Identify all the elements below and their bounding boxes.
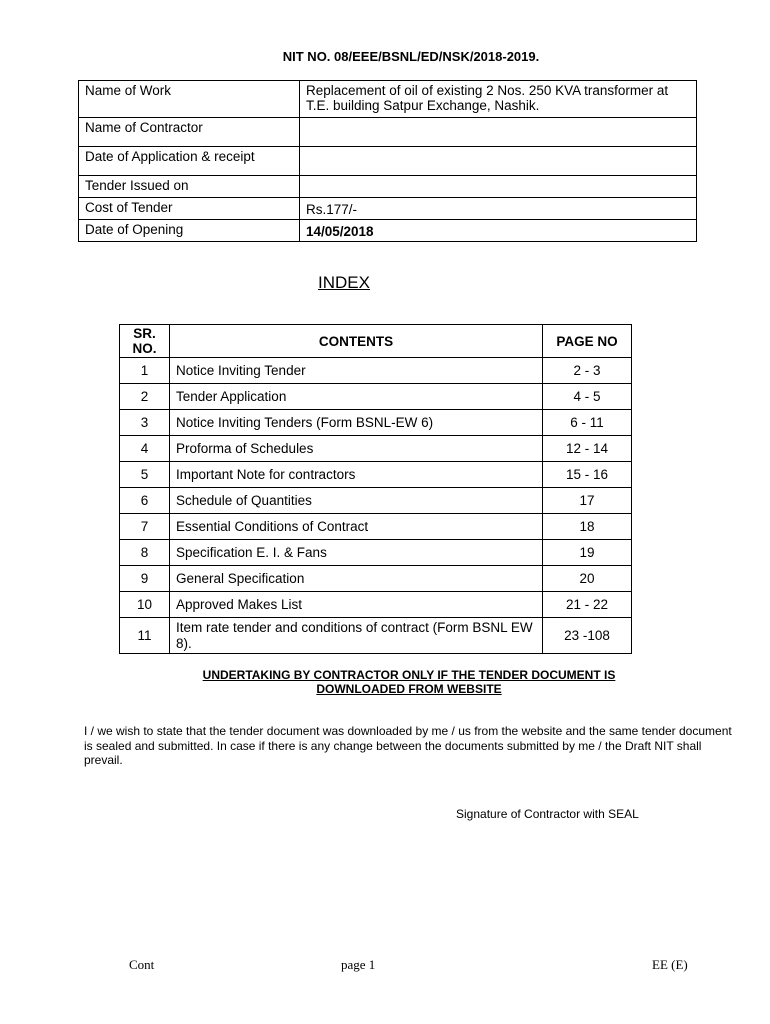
- info-value: Replacement of oil of existing 2 Nos. 250 KVA transformer at T.E. building Satpur Exchange, Nashik.: [300, 81, 697, 118]
- row-page: 4 - 5: [543, 384, 632, 410]
- info-label: Tender Issued on: [79, 176, 300, 198]
- row-sr: 4: [120, 436, 170, 462]
- tender-info-table: [78, 80, 697, 242]
- index-header-row: [120, 325, 632, 358]
- undertaking-statement: I / we wish to state that the tender document was downloaded by me / us from the website and the same tender document is sealed and submitted. In case if there is any change between the documents submitted by me / the Draft NIT shall prevail.: [84, 724, 732, 767]
- header-sr-no: SR. NO.: [120, 325, 170, 358]
- row-page: 2 - 3: [543, 358, 632, 384]
- signature-label: Signature of Contractor with SEAL: [456, 807, 639, 821]
- row-sr: 2: [120, 384, 170, 410]
- info-row-cost-of-tender: [79, 198, 697, 220]
- nit-number-title: NIT NO. 08/EEE/BSNL/ED/NSK/2018-2019.: [282, 49, 540, 64]
- table-row: [120, 566, 632, 592]
- info-value: [300, 118, 697, 147]
- row-page: 6 - 11: [543, 410, 632, 436]
- header-page-no: PAGE NO: [543, 325, 632, 358]
- info-value: [300, 147, 697, 176]
- row-page: 20: [543, 566, 632, 592]
- info-label: Cost of Tender: [79, 198, 300, 220]
- row-sr: 11: [120, 618, 170, 654]
- info-value: 14/05/2018: [300, 220, 697, 242]
- row-page: 18: [543, 514, 632, 540]
- row-sr: 9: [120, 566, 170, 592]
- row-sr: 3: [120, 410, 170, 436]
- row-page: 15 - 16: [543, 462, 632, 488]
- row-content: Specification E. I. & Fans: [170, 540, 543, 566]
- row-content: General Specification: [170, 566, 543, 592]
- footer-cont: Cont: [129, 957, 155, 972]
- footer-page-number: page 1: [341, 957, 376, 972]
- info-row-name-of-contractor: [79, 118, 697, 147]
- row-content: Important Note for contractors: [170, 462, 543, 488]
- row-page: 21 - 22: [543, 592, 632, 618]
- row-sr: 8: [120, 540, 170, 566]
- table-row: [120, 358, 632, 384]
- info-label: Date of Application & receipt: [79, 147, 300, 176]
- header-contents: CONTENTS: [170, 325, 543, 358]
- row-content: Proforma of Schedules: [170, 436, 543, 462]
- row-content: Schedule of Quantities: [170, 488, 543, 514]
- info-row-name-of-work: [79, 81, 697, 118]
- index-table: [119, 324, 632, 654]
- row-sr: 5: [120, 462, 170, 488]
- table-row: [120, 540, 632, 566]
- info-row-date-of-opening: [79, 220, 697, 242]
- row-content: Approved Makes List: [170, 592, 543, 618]
- info-value: [300, 176, 697, 198]
- undertaking-title: UNDERTAKING BY CONTRACTOR ONLY IF THE TENDER DOCUMENT IS DOWNLOADED FROM WEBSITE: [202, 668, 616, 696]
- table-row: [120, 462, 632, 488]
- row-content: Notice Inviting Tender: [170, 358, 543, 384]
- row-sr: 6: [120, 488, 170, 514]
- row-page: 17: [543, 488, 632, 514]
- row-sr: 7: [120, 514, 170, 540]
- table-row: [120, 384, 632, 410]
- table-row: [120, 436, 632, 462]
- table-row: [120, 618, 632, 654]
- info-label: Name of Work: [79, 81, 300, 118]
- info-label: Name of Contractor: [79, 118, 300, 147]
- table-row: [120, 488, 632, 514]
- footer-ee: EE (E): [652, 957, 688, 972]
- info-row-tender-issued-on: [79, 176, 697, 198]
- row-sr: 10: [120, 592, 170, 618]
- table-row: [120, 592, 632, 618]
- row-content: Tender Application: [170, 384, 543, 410]
- index-title: INDEX: [318, 273, 370, 292]
- table-row: [120, 514, 632, 540]
- row-page: 19: [543, 540, 632, 566]
- row-content: Essential Conditions of Contract: [170, 514, 543, 540]
- row-content: Notice Inviting Tenders (Form BSNL-EW 6): [170, 410, 543, 436]
- row-content: Item rate tender and conditions of contract (Form BSNL EW 8).: [170, 618, 543, 654]
- info-label: Date of Opening: [79, 220, 300, 242]
- info-row-date-of-application: [79, 147, 697, 176]
- row-sr: 1: [120, 358, 170, 384]
- info-value: Rs.177/-: [300, 198, 697, 220]
- row-page: 23 -108: [543, 618, 632, 654]
- row-page: 12 - 14: [543, 436, 632, 462]
- table-row: [120, 410, 632, 436]
